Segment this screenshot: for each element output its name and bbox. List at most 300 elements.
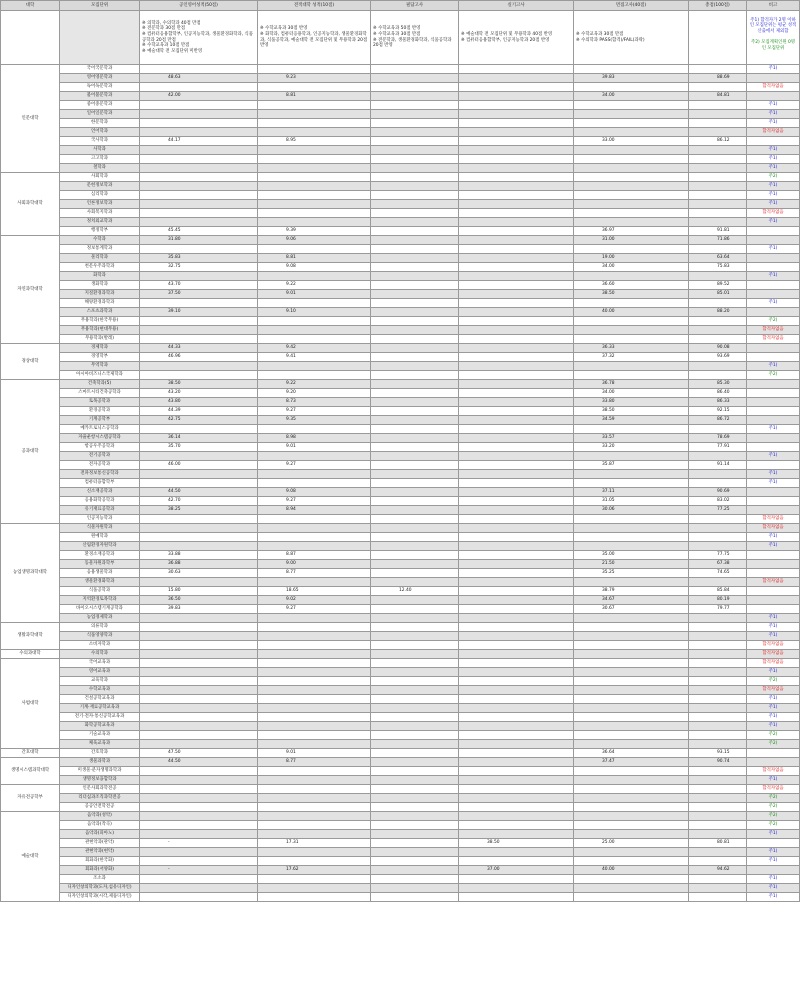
english-score-cell xyxy=(140,326,258,335)
gpa-score-cell: 18.65 xyxy=(258,587,371,596)
dept-cell: 인문사회과학전공 xyxy=(60,785,140,794)
table-row xyxy=(1,371,800,380)
written-score-cell xyxy=(371,254,459,263)
dept-cell: 문헌정보학과 xyxy=(60,182,140,191)
total-score-cell xyxy=(689,614,747,623)
gpa-score-cell: 17.62 xyxy=(258,866,371,875)
table-row xyxy=(1,74,800,83)
interview-score-cell: 34.00 xyxy=(574,263,689,272)
remark-cell: 주1) xyxy=(747,218,800,227)
practical-score-cell xyxy=(459,164,574,173)
remark-cell: 합격자없음 xyxy=(747,515,800,524)
english-score-cell xyxy=(140,794,258,803)
table-row xyxy=(1,848,800,857)
total-score-cell xyxy=(689,515,747,524)
dept-cell: 기계·재료공학교육과 xyxy=(60,704,140,713)
written-score-cell xyxy=(371,605,459,614)
interview-score-cell xyxy=(574,704,689,713)
english-score-cell xyxy=(140,65,258,74)
gpa-score-cell xyxy=(258,479,371,488)
total-score-cell xyxy=(689,245,747,254)
written-score-cell xyxy=(371,83,459,92)
remark-cell: 주1) xyxy=(747,668,800,677)
remark-cell: 주1) xyxy=(747,155,800,164)
english-score-cell: 42.70 xyxy=(140,497,258,506)
total-score-cell: 77.75 xyxy=(689,551,747,560)
table-row xyxy=(1,767,800,776)
written-score-cell xyxy=(371,236,459,245)
interview-score-cell xyxy=(574,524,689,533)
practical-score-cell xyxy=(459,560,574,569)
header-remark: 비고 xyxy=(747,1,800,11)
total-score-cell xyxy=(689,326,747,335)
interview-score-cell: 37.47 xyxy=(574,758,689,767)
total-score-cell xyxy=(689,704,747,713)
table-row xyxy=(1,83,800,92)
gpa-score-cell xyxy=(258,182,371,191)
english-score-cell xyxy=(140,731,258,740)
interview-score-cell xyxy=(574,479,689,488)
table-row xyxy=(1,272,800,281)
gpa-score-cell xyxy=(258,695,371,704)
table-row xyxy=(1,659,800,668)
interview-score-cell: 39.83 xyxy=(574,74,689,83)
note-english: ※ 의학과, 수의학과 40점 만점 ※ 전문학과 30점 만점 ※ 컴퓨터응용합학부, 인공지능학과, 생물환경화학과, 식품공학과 20점 만점 ※ 수학교육과 10점 만점 ※ 예술대학 전 모집단위 미반영 xyxy=(140,11,258,65)
written-score-cell xyxy=(371,65,459,74)
interview-score-cell xyxy=(574,785,689,794)
table-row xyxy=(1,776,800,785)
total-score-cell xyxy=(689,731,747,740)
dept-cell: 영어교육과 xyxy=(60,668,140,677)
remark-cell: 주1) xyxy=(747,200,800,209)
dept-cell: 천문우주과학과 xyxy=(60,263,140,272)
header-row xyxy=(1,1,800,11)
remark-legend-1: 주1) 합격자가 2명 이하인 모집단위는 평균 성적 산출에서 제외함 xyxy=(749,17,797,34)
gpa-score-cell xyxy=(258,299,371,308)
table-row xyxy=(1,533,800,542)
total-score-cell: 90.69 xyxy=(689,488,747,497)
written-score-cell xyxy=(371,128,459,137)
written-score-cell xyxy=(371,686,459,695)
written-score-cell xyxy=(371,281,459,290)
gpa-score-cell xyxy=(258,371,371,380)
interview-score-cell: 37.32 xyxy=(574,353,689,362)
header-english: 공인영어성적(50점) xyxy=(140,1,258,11)
written-score-cell xyxy=(371,767,459,776)
written-score-cell xyxy=(371,335,459,344)
remark-cell: 주2) xyxy=(747,677,800,686)
interview-score-cell xyxy=(574,146,689,155)
total-score-cell xyxy=(689,677,747,686)
gpa-score-cell xyxy=(258,191,371,200)
english-score-cell xyxy=(140,101,258,110)
dept-cell: 생물과학과 xyxy=(60,758,140,767)
practical-score-cell xyxy=(459,758,574,767)
total-score-cell: 85.01 xyxy=(689,290,747,299)
table-body xyxy=(1,65,800,902)
gpa-score-cell xyxy=(258,218,371,227)
remark-cell: 주1) xyxy=(747,452,800,461)
table-row xyxy=(1,110,800,119)
written-score-cell xyxy=(371,839,459,848)
table-row xyxy=(1,596,800,605)
written-score-cell xyxy=(371,200,459,209)
english-score-cell xyxy=(140,182,258,191)
dept-cell: 수학교육과 xyxy=(60,686,140,695)
total-score-cell xyxy=(689,83,747,92)
table-row xyxy=(1,362,800,371)
english-score-cell xyxy=(140,704,258,713)
total-score-cell xyxy=(689,470,747,479)
table-row xyxy=(1,173,800,182)
remark-cell xyxy=(747,596,800,605)
table-row xyxy=(1,254,800,263)
gpa-score-cell xyxy=(258,425,371,434)
english-score-cell xyxy=(140,830,258,839)
total-score-cell: 89.52 xyxy=(689,281,747,290)
english-score-cell xyxy=(140,335,258,344)
interview-score-cell: 31.05 xyxy=(574,497,689,506)
dept-cell: 디자인창의학과(시각,제품디자인) xyxy=(60,893,140,902)
remark-cell: 주1) xyxy=(747,299,800,308)
total-score-cell: 85.30 xyxy=(689,380,747,389)
interview-score-cell xyxy=(574,803,689,812)
remark-cell: 합격자없음 xyxy=(747,578,800,587)
practical-score-cell xyxy=(459,209,574,218)
total-score-cell xyxy=(689,182,747,191)
total-score-cell xyxy=(689,110,747,119)
gpa-score-cell xyxy=(258,200,371,209)
interview-score-cell xyxy=(574,830,689,839)
gpa-score-cell xyxy=(258,146,371,155)
gpa-score-cell xyxy=(258,848,371,857)
dept-cell: 무용학과(한국무용) xyxy=(60,317,140,326)
table-row xyxy=(1,749,800,758)
practical-score-cell xyxy=(459,785,574,794)
english-score-cell: 44.39 xyxy=(140,407,258,416)
practical-score-cell xyxy=(459,119,574,128)
english-score-cell xyxy=(140,173,258,182)
total-score-cell xyxy=(689,335,747,344)
gpa-score-cell xyxy=(258,803,371,812)
remark-cell: 주1) xyxy=(747,425,800,434)
total-score-cell: 93.15 xyxy=(689,749,747,758)
gpa-score-cell xyxy=(258,731,371,740)
english-score-cell: - xyxy=(140,839,258,848)
interview-score-cell xyxy=(574,272,689,281)
total-score-cell: 85.84 xyxy=(689,587,747,596)
remark-cell xyxy=(747,758,800,767)
english-score-cell: 38.50 xyxy=(140,380,258,389)
written-score-cell xyxy=(371,569,459,578)
remark-cell xyxy=(747,398,800,407)
dept-cell: 응용화학공학과 xyxy=(60,497,140,506)
table-row xyxy=(1,731,800,740)
remark-cell: 주1) xyxy=(747,101,800,110)
interview-score-cell xyxy=(574,191,689,200)
total-score-cell xyxy=(689,173,747,182)
written-score-cell xyxy=(371,443,459,452)
table-row xyxy=(1,866,800,875)
practical-score-cell xyxy=(459,713,574,722)
remark-cell xyxy=(747,281,800,290)
gpa-score-cell: 9.23 xyxy=(258,74,371,83)
gpa-score-cell xyxy=(258,533,371,542)
dept-cell: 동물자원과학부 xyxy=(60,560,140,569)
dept-cell: 스포츠과학과 xyxy=(60,308,140,317)
english-score-cell xyxy=(140,533,258,542)
written-score-cell xyxy=(371,155,459,164)
written-score-cell xyxy=(371,407,459,416)
remark-cell xyxy=(747,551,800,560)
gpa-score-cell: 8.73 xyxy=(258,398,371,407)
remark-cell: 주2) xyxy=(747,731,800,740)
practical-score-cell xyxy=(459,434,574,443)
univ-cell: 자연과학대학 xyxy=(1,236,60,344)
interview-score-cell: 33.20 xyxy=(574,443,689,452)
written-score-cell xyxy=(371,119,459,128)
total-score-cell xyxy=(689,128,747,137)
written-score-cell xyxy=(371,470,459,479)
interview-score-cell xyxy=(574,110,689,119)
practical-score-cell xyxy=(459,848,574,857)
remark-legend xyxy=(747,11,800,65)
english-score-cell: 44.17 xyxy=(140,137,258,146)
written-score-cell xyxy=(371,758,459,767)
remark-cell xyxy=(747,290,800,299)
written-score-cell xyxy=(371,425,459,434)
table-row xyxy=(1,569,800,578)
english-score-cell: 37.50 xyxy=(140,290,258,299)
english-score-cell: 47.50 xyxy=(140,749,258,758)
remark-cell xyxy=(747,497,800,506)
practical-score-cell xyxy=(459,362,574,371)
table-row xyxy=(1,893,800,902)
total-score-cell: 63.64 xyxy=(689,254,747,263)
gpa-score-cell xyxy=(258,623,371,632)
dept-cell: 영어영문학과 xyxy=(60,74,140,83)
gpa-score-cell: 9.10 xyxy=(258,308,371,317)
gpa-score-cell xyxy=(258,722,371,731)
dept-cell: 아시아비즈니스국제학과 xyxy=(60,371,140,380)
remark-cell xyxy=(747,560,800,569)
gpa-score-cell xyxy=(258,65,371,74)
dept-cell: 전기공학과 xyxy=(60,452,140,461)
written-score-cell xyxy=(371,506,459,515)
english-score-cell xyxy=(140,515,258,524)
table-row xyxy=(1,461,800,470)
interview-score-cell: 38.50 xyxy=(574,407,689,416)
gpa-score-cell: 9.22 xyxy=(258,380,371,389)
remark-cell: 주1) xyxy=(747,470,800,479)
english-score-cell xyxy=(140,191,258,200)
gpa-score-cell xyxy=(258,650,371,659)
table-row xyxy=(1,488,800,497)
remark-cell xyxy=(747,839,800,848)
table-row xyxy=(1,245,800,254)
practical-score-cell xyxy=(459,236,574,245)
total-score-cell xyxy=(689,317,747,326)
table-row xyxy=(1,182,800,191)
practical-score-cell xyxy=(459,182,574,191)
practical-score-cell xyxy=(459,632,574,641)
gpa-score-cell xyxy=(258,578,371,587)
table-row xyxy=(1,785,800,794)
header-written: 필답고사 xyxy=(371,1,459,11)
written-score-cell xyxy=(371,695,459,704)
dept-cell: 정치외교학과 xyxy=(60,218,140,227)
interview-score-cell xyxy=(574,740,689,749)
dept-cell: 응용생물학과 xyxy=(60,569,140,578)
dept-cell: 중어중문학과 xyxy=(60,101,140,110)
interview-score-cell xyxy=(574,335,689,344)
table-row xyxy=(1,578,800,587)
written-score-cell xyxy=(371,704,459,713)
dept-cell: 경영학부 xyxy=(60,353,140,362)
table-row xyxy=(1,398,800,407)
remark-cell: 주1) xyxy=(747,695,800,704)
gpa-score-cell xyxy=(258,704,371,713)
interview-score-cell: 40.00 xyxy=(574,866,689,875)
written-score-cell xyxy=(371,317,459,326)
dept-cell: 생화학과 xyxy=(60,281,140,290)
table-row xyxy=(1,407,800,416)
practical-score-cell xyxy=(459,263,574,272)
remark-cell: 주1) xyxy=(747,632,800,641)
table-row xyxy=(1,641,800,650)
english-score-cell xyxy=(140,659,258,668)
dept-cell: 회화과(서양화) xyxy=(60,866,140,875)
interview-score-cell: 19.00 xyxy=(574,254,689,263)
english-score-cell xyxy=(140,632,258,641)
written-score-cell xyxy=(371,650,459,659)
practical-score-cell xyxy=(459,578,574,587)
practical-score-cell xyxy=(459,83,574,92)
practical-score-cell xyxy=(459,398,574,407)
written-score-cell xyxy=(371,182,459,191)
dept-cell: 언론정보학과 xyxy=(60,200,140,209)
written-score-cell xyxy=(371,191,459,200)
remark-cell xyxy=(747,227,800,236)
remark-cell: 주2) xyxy=(747,317,800,326)
written-score-cell: 12.40 xyxy=(371,587,459,596)
dept-cell: 생명정보융합학과 xyxy=(60,776,140,785)
remark-cell: 주2) xyxy=(747,821,800,830)
dept-cell: 건설공학교육과 xyxy=(60,695,140,704)
total-score-cell xyxy=(689,803,747,812)
gpa-score-cell xyxy=(258,821,371,830)
english-score-cell xyxy=(140,767,258,776)
english-score-cell: 48.63 xyxy=(140,74,258,83)
dept-cell: 철학과 xyxy=(60,164,140,173)
dept-cell: 음악과(피아노) xyxy=(60,830,140,839)
practical-score-cell xyxy=(459,875,574,884)
written-score-cell xyxy=(371,245,459,254)
total-score-cell: 86.33 xyxy=(689,398,747,407)
practical-score-cell xyxy=(459,794,574,803)
remark-cell: 주1) xyxy=(747,623,800,632)
dept-cell: 체육교육과 xyxy=(60,740,140,749)
gpa-score-cell xyxy=(258,209,371,218)
table-row xyxy=(1,344,800,353)
remark-cell xyxy=(747,389,800,398)
practical-score-cell xyxy=(459,272,574,281)
english-score-cell: 44.33 xyxy=(140,344,258,353)
remark-cell: 주2) xyxy=(747,173,800,182)
table-row xyxy=(1,335,800,344)
dept-cell: 컴퓨터융합학부 xyxy=(60,479,140,488)
written-score-cell xyxy=(371,218,459,227)
table-row xyxy=(1,299,800,308)
remark-cell xyxy=(747,137,800,146)
dept-cell: 의류학과 xyxy=(60,623,140,632)
practical-score-cell xyxy=(459,92,574,101)
interview-score-cell xyxy=(574,326,689,335)
univ-cell: 인문대학 xyxy=(1,65,60,173)
written-score-cell xyxy=(371,884,459,893)
practical-score-cell xyxy=(459,740,574,749)
remark-cell: 합격자없음 xyxy=(747,785,800,794)
remark-cell xyxy=(747,866,800,875)
total-score-cell: 90.74 xyxy=(689,758,747,767)
total-score-cell xyxy=(689,848,747,857)
dept-cell: 미생물·분자생명과학과 xyxy=(60,767,140,776)
written-score-cell xyxy=(371,875,459,884)
gpa-score-cell: 9.42 xyxy=(258,344,371,353)
written-score-cell xyxy=(371,803,459,812)
table-row xyxy=(1,434,800,443)
english-score-cell xyxy=(140,803,258,812)
dept-cell: 메카트로닉스공학과 xyxy=(60,425,140,434)
english-score-cell: 39.10 xyxy=(140,308,258,317)
remark-cell: 합격자없음 xyxy=(747,209,800,218)
univ-cell: 공과대학 xyxy=(1,380,60,524)
dept-cell: 국어교육과 xyxy=(60,659,140,668)
total-score-cell: 93.69 xyxy=(689,353,747,362)
total-score-cell xyxy=(689,452,747,461)
english-score-cell xyxy=(140,245,258,254)
written-score-cell xyxy=(371,776,459,785)
univ-cell: 생명시스템과학대학 xyxy=(1,758,60,785)
gpa-score-cell xyxy=(258,83,371,92)
remark-cell: 합격자없음 xyxy=(747,83,800,92)
interview-score-cell: 36.33 xyxy=(574,344,689,353)
written-score-cell xyxy=(371,362,459,371)
table-row xyxy=(1,281,800,290)
gpa-score-cell: 8.98 xyxy=(258,434,371,443)
english-score-cell: 30.63 xyxy=(140,569,258,578)
interview-score-cell: 34.00 xyxy=(574,92,689,101)
written-score-cell xyxy=(371,731,459,740)
remark-cell: 주1) xyxy=(747,713,800,722)
interview-score-cell xyxy=(574,614,689,623)
interview-score-cell xyxy=(574,632,689,641)
practical-score-cell xyxy=(459,479,574,488)
remark-cell xyxy=(747,749,800,758)
table-row xyxy=(1,452,800,461)
table-row xyxy=(1,722,800,731)
total-score-cell xyxy=(689,209,747,218)
univ-cell: 예술대학 xyxy=(1,812,60,902)
interview-score-cell xyxy=(574,668,689,677)
written-score-cell xyxy=(371,398,459,407)
total-score-cell: 86.72 xyxy=(689,416,747,425)
table-row xyxy=(1,839,800,848)
interview-score-cell xyxy=(574,767,689,776)
interview-score-cell xyxy=(574,794,689,803)
table-row xyxy=(1,560,800,569)
interview-score-cell: 30.06 xyxy=(574,506,689,515)
